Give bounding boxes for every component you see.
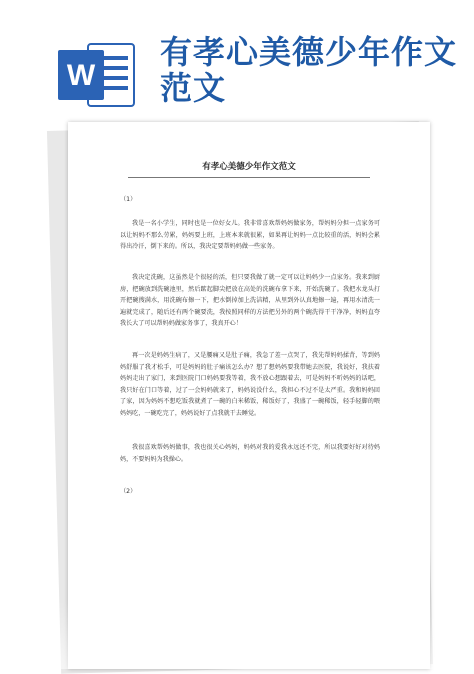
paragraph-3: 再一次是妈妈生病了，又是腰痛又是肚子痛，我急了差一点哭了，我先帮妈妈揉背，等到妈妈舒服了我才松手，可是妈妈的肚子痛该怎么办？想了想妈妈要我带她去医院，我说好，我扶着妈妈走出了家门，来到医院门口妈妈要我等着，我不放心想跟着去，可是妈妈不听妈妈的话吧，我只好在门口等着，过了一会妈妈就来了，妈妈说没什么，我担心不过不是太严重。我和妈妈回了家，因为妈妈不想吃饭我就煮了一碗的白米稀饭，稀饭好了，我盛了一碗稀饭，轻手轻脚的喂妈妈吃，一碗吃完了，妈妈说好了点我就干去睡觉。 bbox=[120, 352, 380, 417]
section-label-2: （2） bbox=[120, 488, 137, 495]
word-document-icon bbox=[58, 40, 136, 110]
paragraph-2: 我决定洗碗，这虽然是个很轻的活，但只要我做了就一定可以让妈妈少一点家务。我来到厨房，把碗放到洗碗池里，然后踮起脚尖把放在高处的洗碗布拿下来，开始洗碗了。我把水龙头打开把碗搜满水，用洗碗布擦一下，把水倒掉加上洗洁精，从里到外认真地擦一遍，再用水清洗一遍就完成了，随后还有两个碗要洗，我按照同样的方法把另外的两个碗洗得干干净净，妈妈直夸我长大了可以帮妈妈做家务事了，我真开心！ bbox=[120, 274, 380, 328]
title-divider bbox=[128, 177, 370, 178]
paragraph-4: 我很喜欢帮妈妈做事，我也很关心妈妈，妈妈对我的爱我永远还不完，所以我要好好对待妈妈，不要妈妈为我操心。 bbox=[120, 444, 380, 463]
paragraph-1: 我是一名小学生，同时也是一位好女儿。我非常喜欢帮妈妈做家务，帮妈妈分担一点家务可以让妈妈不那么劳累，妈妈要上班，上班本来就很累，如果再让妈妈一点比较重的活，妈妈会累得出冷汗，倒下来的。所以，我决定要帮妈妈做一些家务。 bbox=[120, 220, 380, 251]
section-label-1: （1） bbox=[120, 196, 137, 203]
document-title: 有孝心美德少年作文范文 bbox=[202, 162, 296, 172]
bottom-fade bbox=[0, 600, 474, 669]
banner-title: 有孝心美德少年作文范文 bbox=[160, 33, 458, 107]
word-letter: W bbox=[66, 59, 96, 92]
document-page bbox=[68, 122, 430, 669]
header-banner bbox=[0, 0, 474, 120]
